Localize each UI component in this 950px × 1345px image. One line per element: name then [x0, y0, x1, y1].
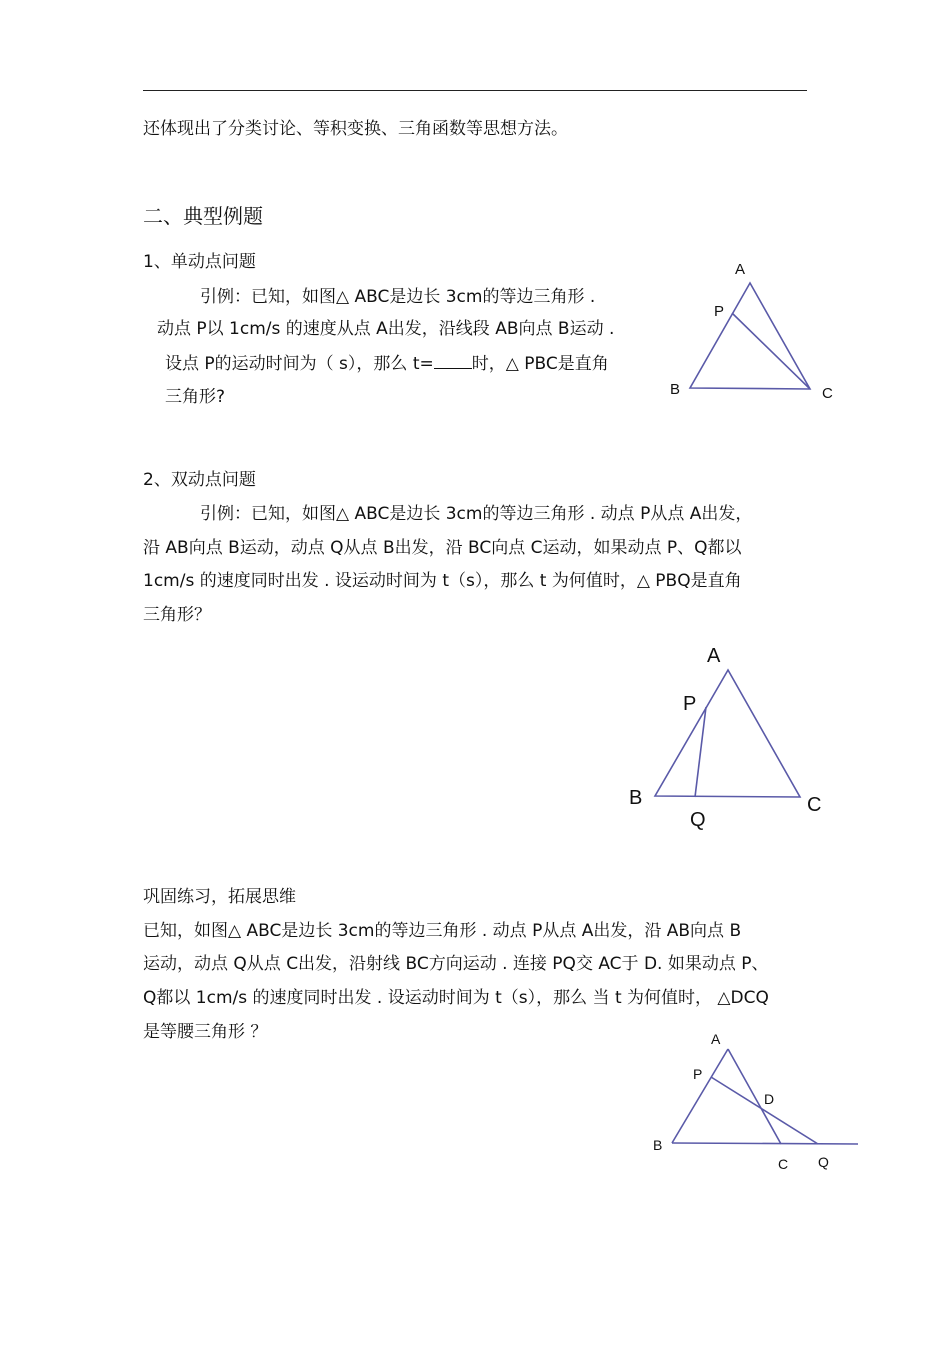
label-a: A: [711, 1031, 721, 1047]
problem1-line4: 三角形?: [165, 387, 226, 407]
segment-pc: [732, 313, 810, 389]
problem2-line2: 沿 AB向点 B运动，动点 Q从点 B出发，沿 BC向点 C运动，如果动点 P、Q都以: [143, 538, 742, 558]
practice-line3: Q都以 1cm/s 的速度同时出发 . 设运动时间为 t（s），那么 当 t 为何值时， △DCQ: [143, 988, 769, 1008]
label-d: D: [764, 1091, 775, 1107]
problem1-heading: 1、单动点问题: [143, 252, 256, 272]
label-p: P: [693, 1066, 703, 1082]
problem1-line3: [165, 352, 609, 375]
label-c: C: [778, 1156, 789, 1172]
problem1-line1: 引例：已知，如图△ ABC是边长 3cm的等边三角形 .: [200, 287, 596, 307]
label-b: B: [629, 787, 643, 809]
figure-1: [660, 255, 850, 405]
triangle-abc: [690, 283, 810, 389]
problem2-line4: 三角形？: [143, 605, 211, 625]
problem2-line3: 1cm/s 的速度同时出发 . 设运动时间为 t（s），那么 t 为何值时，△ PBQ是直角: [143, 571, 742, 591]
label-p: P: [683, 693, 697, 715]
ray-bc: [672, 1143, 858, 1144]
practice-heading: 巩固练习，拓展思维: [143, 887, 296, 907]
figure-3: [640, 1025, 865, 1180]
practice-line4: 是等腰三角形 ？: [143, 1022, 268, 1042]
problem1-line3-before: 设点 P的运动时间为（ s），那么 t=: [165, 354, 434, 374]
section-title: 二、典型例题: [143, 204, 263, 228]
intro-line: 还体现出了分类讨论、等积变换、三角函数等思想方法。: [143, 119, 568, 139]
label-a: A: [707, 645, 721, 667]
answer-blank: [434, 352, 472, 369]
practice-line1: 已知，如图△ ABC是边长 3cm的等边三角形 . 动点 P从点 A出发，沿 AB向点 B: [143, 921, 742, 941]
problem1-line2: 动点 P以 1cm/s 的速度从点 A出发，沿线段 AB向点 B运动 .: [157, 319, 615, 339]
label-b: B: [653, 1137, 663, 1153]
label-a: A: [735, 261, 746, 278]
label-b: B: [670, 381, 681, 398]
segment-ab: [672, 1049, 728, 1143]
problem2-line1: 引例：已知，如图△ ABC是边长 3cm的等边三角形 . 动点 P从点 A出发，: [200, 504, 753, 524]
segment-pq: [711, 1077, 818, 1144]
label-c: C: [807, 794, 822, 816]
segment-pq: [695, 707, 706, 797]
label-p: P: [714, 303, 725, 320]
label-q: Q: [818, 1154, 829, 1170]
label-c: C: [822, 385, 833, 402]
triangle-abc: [655, 670, 800, 797]
figure-2: [620, 635, 840, 835]
problem1-line3-after: 时，△ PBC是直角: [471, 354, 609, 374]
label-q: Q: [690, 809, 706, 831]
header-rule: [143, 90, 807, 91]
problem2-heading: 2、双动点问题: [143, 470, 256, 490]
practice-line2: 运动，动点 Q从点 C出发，沿射线 BC方向运动 . 连接 PQ交 AC于 D. 如果动点 P、: [143, 954, 769, 974]
